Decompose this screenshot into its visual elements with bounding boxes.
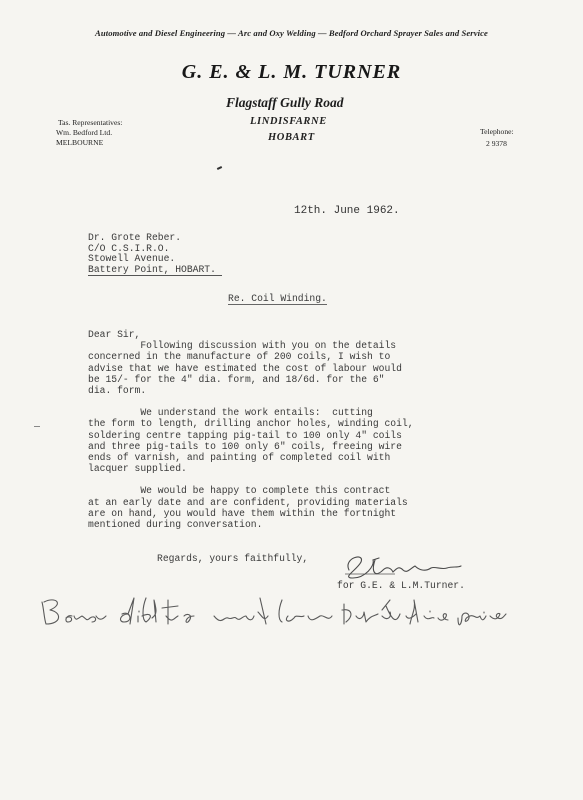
body-line: be 15/- for the 4" dia. form, and 18/6d. for the 6" xyxy=(88,373,385,385)
telephone-number: 2 9378 xyxy=(486,139,507,148)
representatives-line: Tas. Representatives: xyxy=(58,118,123,127)
body-line: ends of varnish, and painting of completed coil with xyxy=(88,452,391,464)
subject-text: Re. Coil Winding. xyxy=(228,293,327,304)
representatives-line: Wm. Bedford Ltd. xyxy=(56,128,113,137)
handwritten-note xyxy=(38,594,508,634)
closing: Regards, yours faithfully, xyxy=(157,553,309,564)
salutation: Dear Sir, xyxy=(88,329,141,340)
handwritten-signature xyxy=(335,548,465,584)
letter-date: 12th. June 1962. xyxy=(294,205,400,217)
representatives-line: MELBOURNE xyxy=(56,138,104,147)
signatory-line: for G.E. & L.M.Turner. xyxy=(337,580,465,591)
body-line: Following discussion with you on the details xyxy=(88,340,397,352)
body-line: We would be happy to complete this contract xyxy=(88,485,391,497)
telephone-block xyxy=(480,126,514,150)
body-line: We understand the work entails: cutting xyxy=(88,407,373,419)
body-line: at an early date and are confident, providing materials xyxy=(88,496,408,508)
body-line: and three pig-tails to 100 only 6" coils, freeing wire xyxy=(88,440,402,452)
firm-city: HOBART xyxy=(268,132,315,143)
telephone-label: Telephone: xyxy=(480,127,514,136)
body-line: advise that we have estimated the cost of labour would xyxy=(88,362,402,374)
body-line: the form to length, drilling anchor holes, winding coil, xyxy=(88,418,414,430)
subject-line xyxy=(228,293,327,304)
body-line: dia. form. xyxy=(88,385,147,397)
letter-body xyxy=(88,329,508,530)
address-line: Stowell Avenue. xyxy=(88,253,176,265)
ink-mark xyxy=(217,166,222,170)
margin-mark xyxy=(34,426,40,427)
body-line: lacquer supplied. xyxy=(88,463,187,475)
address-line: C/O C.S.I.R.O. xyxy=(88,242,170,254)
firm-road: Flagstaff Gully Road xyxy=(226,95,344,110)
representatives-block xyxy=(56,118,122,148)
firm-suburb: LINDISFARNE xyxy=(250,116,327,127)
firm-name: G. E. & L. M. TURNER xyxy=(181,61,402,83)
body-line: mentioned during conversation. xyxy=(88,519,263,531)
address-line: Dr. Grote Reber. xyxy=(88,232,182,243)
body-line: concerned in the manufacture of 200 coils, I wish to xyxy=(88,351,391,363)
letterhead-tagline: Automotive and Diesel Engineering — Arc and Oxy Welding — Bedford Orchard Sprayer Sales and Service xyxy=(95,28,488,38)
recipient-address xyxy=(88,233,222,276)
body-line: are on hand, you would have them within the fortnight xyxy=(88,507,397,519)
address-line: Battery Point, HOBART. xyxy=(88,265,222,277)
body-line: soldering centre tapping pig-tail to 100 only 4" coils xyxy=(88,429,402,441)
